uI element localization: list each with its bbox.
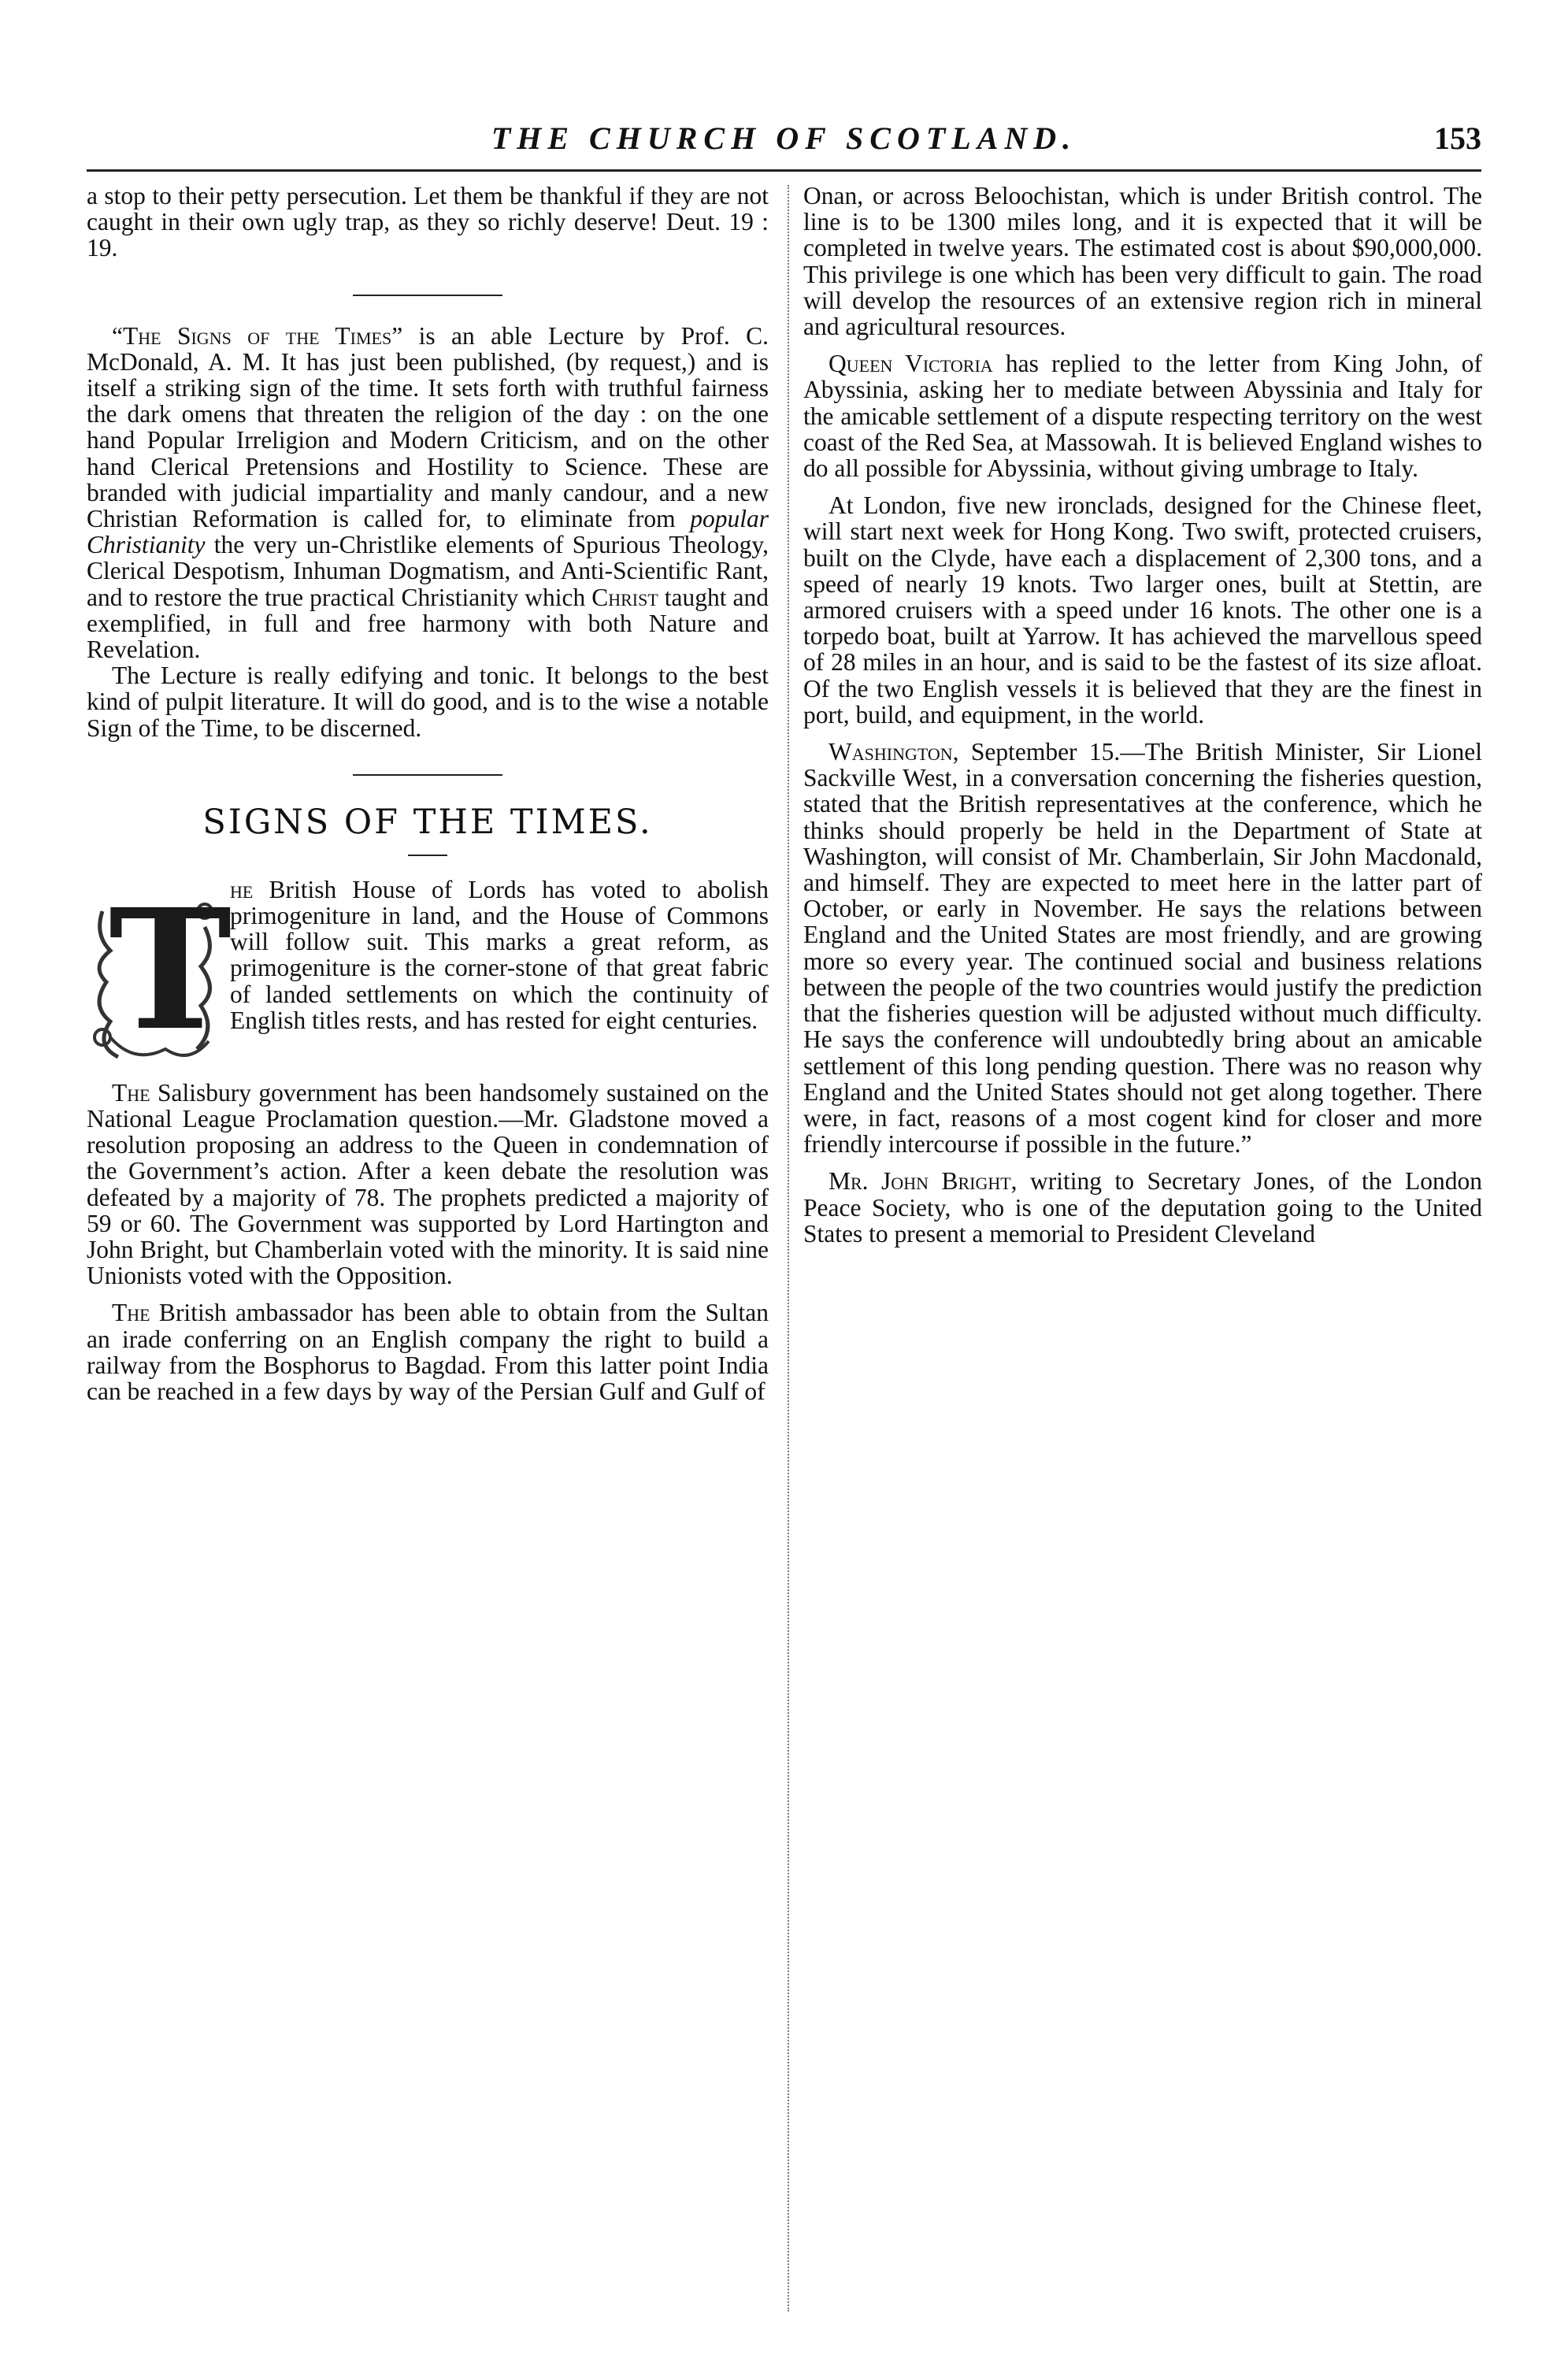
lecture-review-closing: The Lecture is really edifying and tonic. It belongs to the best kind of pulpit literature. It will do good, and is to the wise a notable Sign of the Time, to be discerned. (87, 662, 769, 742)
lecture-christ: Christ (591, 583, 658, 611)
lecture-text-a: is an able Lecture by Prof. C. McDonald, A. M. It has just been published, (by request,) and is itself a striking sign of the time. It sets forth with truthful fairness the dark omens that threaten the religion of the day : on the one hand Popular Irreligion and Modern Criticism, and on the other hand Clerical Pretensions and Hostility to Science. These are branded with judicial impartiality and manly candour, and a new Christian Reformation is called for, to eliminate from (87, 321, 769, 533)
queen-victoria-paragraph (803, 350, 1482, 481)
running-head (87, 120, 1481, 167)
queen-victoria-lead: Queen Victoria (828, 350, 993, 378)
salisbury-text: Salisbury government has been handsomely sustained on the National League Proclamation question.—Mr. Gladstone moved a resolution proposing an address to the Queen in condemnation of the Government’s action. After a keen debate the resolution was defeated by a majority of 78. The prophets predicted a majority of 59 or 60. The Government was supported by Lord Hartington and John Bright, but Chamberlain voted with the minority. It is said nine Unionists voted with the Opposition. (87, 1078, 769, 1290)
john-bright-lead: Mr. John Bright, (828, 1167, 1018, 1196)
left-column (87, 183, 769, 1404)
column-divider (788, 185, 789, 2312)
dropcap-continuation: he (230, 875, 254, 903)
section-separator (353, 774, 502, 776)
salisbury-paragraph (87, 1080, 769, 1289)
lecture-italic-phrase: popular Christianity (87, 505, 769, 559)
washington-text: September 15.—The British Minister, Sir Lionel Sackville West, in a conversation concerning the fisheries question, stated that the British representatives at the conference, which he thinks should properly be held in the Department of State at Washington, will consist of Mr. Chamberlain, Sir John Macdonald, and himself. They are expected to meet here in the latter part of October, or early in November. He says the relations between England and the United States are most friendly, and are growing more so every year. The continued social and business relations between the people of the two countries would justify the prediction that the fisheries question will be adjusted without much difficulty. He says the conference will undoubtedly bring about an amicable settlement of this long pending question. There was no reason why England and the United States should not get along together. There were, in fact, reasons of a most cogent kind for closer and more friendly intercourse if possible in the future.” (803, 738, 1482, 1159)
ambassador-lead: The (112, 1299, 150, 1327)
lecture-review-paragraph (87, 323, 769, 663)
lecture-text-c: taught and exemplified, in full and free harmony with both Nature and Revelation. (87, 583, 769, 664)
decorative-dropcap (87, 872, 232, 1069)
queen-victoria-text: has replied to the letter from King John, of Abyssinia, asking her to mediate between Abyssinia and Italy for the amicable settlement of a dispute respecting territory on the west coast of the Red Sea, at Massowah. It is believed England wishes to do all possible for Abyssinia, without giving umbrage to Italy. (803, 350, 1482, 483)
ambassador-text: British ambassador has been able to obtain from the Sultan an irade conferring on an English company the right to build a railway from the Bosphorus to Bagdad. From this latter point India can be reached in a few days by way of the Persian Gulf and Gulf of (87, 1299, 769, 1406)
section-heading: SIGNS OF THE TIMES. (202, 802, 653, 842)
railway-continuation: Onan, or across Beloochistan, which is under British control. The line is to be 1300 miles long, and it is expected that it will be completed in twelve years. The estimated cost is about $90,000,000. This privilege is one which has been very difficult to gain. The road will develop the resources of an extensive region rich in mineral and agricultural resources. (803, 182, 1482, 341)
opening-paragraph (87, 872, 769, 1069)
ambassador-paragraph (87, 1299, 769, 1404)
washington-lead: Washington, (828, 738, 959, 766)
journal-title: THE CHURCH OF SCOTLAND. (491, 120, 1077, 156)
ironclads-paragraph: At London, five new ironclads, designed for the Chinese fleet, will start next week for Hong Kong. Two swift, protected cruisers, built on the Clyde, have each a displacement of 2,300 tons, and a speed of nearly 19 knots. Two larger ones, built at Stettin, are armored cruisers with a speed under 16 knots. The other one is a torpedo boat, built at Yarrow. It has achieved the marvellous speed of 28 miles in an hour, and is said to be the fastest of its size afloat. Of the two English vessels it is believed that they are the finest in port, build, and equipment, in the world. (803, 491, 1482, 729)
lords-primogeniture-text: British House of Lords has voted to abolish primogeniture in land, and the House of Commons will follow suit. This marks a great reform, as primogeniture is the corner-stone of that great fabric of landed settlements on which the continuity of English titles rests, and has rested for eight centuries. (230, 875, 769, 1034)
article-continuation: a stop to their petty persecution. Let them be thankful if they are not caught in their own ugly trap, as they so richly deserve! Deut. 19 : 19. (87, 182, 769, 262)
dropcap-letter: T (109, 872, 232, 1067)
right-column (803, 183, 1482, 1247)
section-separator (353, 295, 502, 296)
john-bright-text: writing to Secretary Jones, of the London Peace Society, who is one of the deputation going to the United States to present a memorial to President Cleveland (803, 1167, 1482, 1248)
washington-paragraph (803, 739, 1482, 1157)
lecture-text-b: the very un-Christlike elements of Spurious Theology, Clerical Despotism, Inhuman Dogmatism, and Anti-Scientific Rant, and to restore the true practical Christianity which (87, 531, 769, 611)
lecture-title: “The Signs of the Times” (112, 321, 403, 350)
heading-rule (408, 855, 447, 856)
salisbury-lead: The (112, 1078, 150, 1107)
page-number: 153 (1434, 120, 1481, 156)
header-rule (87, 169, 1481, 172)
john-bright-paragraph (803, 1168, 1482, 1247)
